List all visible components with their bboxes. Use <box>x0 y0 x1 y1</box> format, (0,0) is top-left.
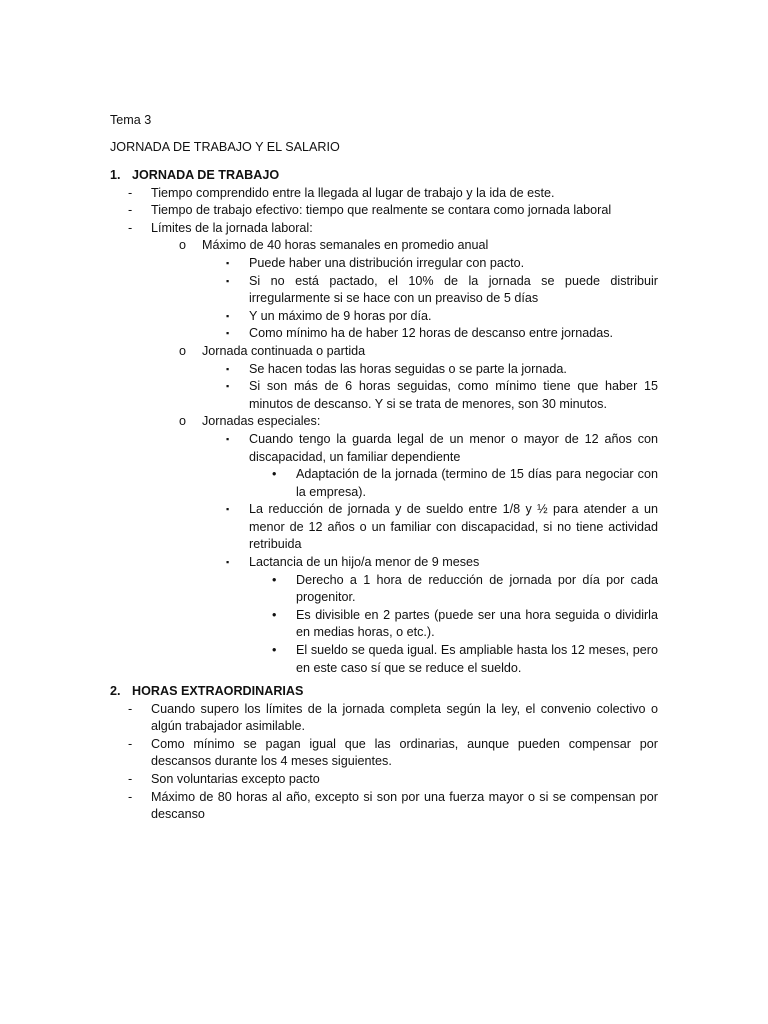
list-item-text: Cuando supero los límites de la jornada completa según la ley, el convenio colectivo o algún trabajador asimilable. <box>151 701 658 734</box>
bullet-marker: • <box>272 572 277 587</box>
square-marker: ▪ <box>226 504 230 515</box>
section-title: HORAS EXTRAORDINARIAS <box>132 684 304 698</box>
square-marker: ▪ <box>226 363 230 374</box>
list-item <box>110 607 658 642</box>
list-item <box>110 220 658 238</box>
list-item-text: Máximo de 80 horas al año, excepto si son por una fuerza mayor o si se compensan por descanso <box>151 789 658 822</box>
list-item-text: Tiempo comprendido entre la llegada al lugar de trabajo y la ida de este. <box>151 185 555 200</box>
square-marker: ▪ <box>226 328 230 339</box>
list-item-text: La reducción de jornada y de sueldo entre 1/8 y ½ para atender a un menor de 12 años o un familiar con discapacidad, si no tiene actividad retribuida <box>249 502 658 552</box>
list-item <box>110 308 658 326</box>
list-item <box>110 237 658 255</box>
list-item-text: Son voluntarias excepto pacto <box>151 771 320 786</box>
list-item-text: Jornadas especiales: <box>202 414 321 429</box>
document-topic: Tema 3 <box>110 113 152 127</box>
dash-marker: - <box>128 771 133 786</box>
section-heading <box>110 683 658 701</box>
list-item <box>110 642 658 677</box>
square-marker: ▪ <box>226 257 230 268</box>
list-item <box>110 343 658 361</box>
list-item-text: Y un máximo de 9 horas por día. <box>249 308 432 323</box>
list-item-text: Lactancia de un hijo/a menor de 9 meses <box>249 555 480 570</box>
bullet-marker: • <box>272 467 277 482</box>
dash-marker: - <box>128 736 133 751</box>
list-item-text: Si no está pactado, el 10% de la jornada se puede distribuir irregularmente si se hace con un preaviso de 5 días <box>249 273 658 306</box>
list-item-text: Límites de la jornada laboral: <box>151 220 313 235</box>
dash-marker: - <box>128 701 133 716</box>
list-item-text: Máximo de 40 horas semanales en promedio anual <box>202 238 489 253</box>
list-item-text: Jornada continuada o partida <box>202 343 366 358</box>
square-marker: ▪ <box>226 433 230 444</box>
section-horas-extra <box>110 683 658 824</box>
bullet-marker: • <box>272 643 277 658</box>
section-number: 1. <box>110 168 121 182</box>
list-item-text: Si son más de 6 horas seguidas, como mínimo tiene que haber 15 minutos de descanso. Y si se trata de menores, son 30 minutos. <box>249 379 658 411</box>
list-item-text: Tiempo de trabajo efectivo: tiempo que realmente se contara como jornada laboral <box>151 203 612 218</box>
dash-marker: - <box>128 220 133 235</box>
list-item-text: Puede haber una distribución irregular con pacto. <box>249 255 525 270</box>
document-title: JORNADA DE TRABAJO Y EL SALARIO <box>110 140 340 154</box>
square-marker: ▪ <box>226 310 230 321</box>
list-item <box>110 378 658 413</box>
list-item <box>110 255 658 273</box>
list-item <box>110 789 658 824</box>
bullet-marker: • <box>272 607 277 622</box>
circle-marker: o <box>179 414 187 429</box>
list-item <box>110 701 658 736</box>
dash-marker: - <box>128 203 133 218</box>
circle-marker: o <box>179 343 187 358</box>
circle-marker: o <box>179 238 187 253</box>
list-item-text: Como mínimo ha de haber 12 horas de descanso entre jornadas. <box>249 326 614 341</box>
list-item-text: Como mínimo se pagan igual que las ordinarias, aunque pueden compensar por descansos durante los 4 meses siguientes. <box>151 736 658 769</box>
square-marker: ▪ <box>226 275 230 286</box>
list-item <box>110 325 658 343</box>
square-marker: ▪ <box>226 381 230 392</box>
section-jornada <box>110 167 658 677</box>
list-item <box>110 361 658 379</box>
list-item <box>110 554 658 572</box>
list-item <box>110 771 658 789</box>
list-item <box>110 273 658 308</box>
square-marker: ▪ <box>226 557 230 568</box>
section-number: 2. <box>110 684 121 698</box>
dash-marker: - <box>128 789 133 804</box>
list-item <box>110 466 658 501</box>
dash-marker: - <box>128 185 133 200</box>
list-item-text: Es divisible en 2 partes (puede ser una hora seguida o dividirla en medias horas, o etc.). <box>296 607 658 640</box>
list-item-text: Derecho a 1 hora de reducción de jornada por día por cada progenitor. <box>296 572 658 605</box>
list-item <box>110 185 658 203</box>
list-item <box>110 431 658 466</box>
list-item-text: Adaptación de la jornada (termino de 15 días para negociar con la empresa). <box>296 467 658 499</box>
section-heading <box>110 167 658 185</box>
list-item <box>110 501 658 554</box>
list-item <box>110 413 658 431</box>
list-item <box>110 736 658 771</box>
section-title: JORNADA DE TRABAJO <box>132 168 280 182</box>
list-item <box>110 572 658 607</box>
list-item-text: Cuando tengo la guarda legal de un menor o mayor de 12 años con discapacidad, un familiar dependiente <box>249 431 658 464</box>
list-item-text: El sueldo se queda igual. Es ampliable hasta los 12 meses, pero en este caso sí que se reduce el sueldo. <box>296 643 658 675</box>
list-item <box>110 202 658 220</box>
list-item-text: Se hacen todas las horas seguidas o se parte la jornada. <box>249 361 567 376</box>
